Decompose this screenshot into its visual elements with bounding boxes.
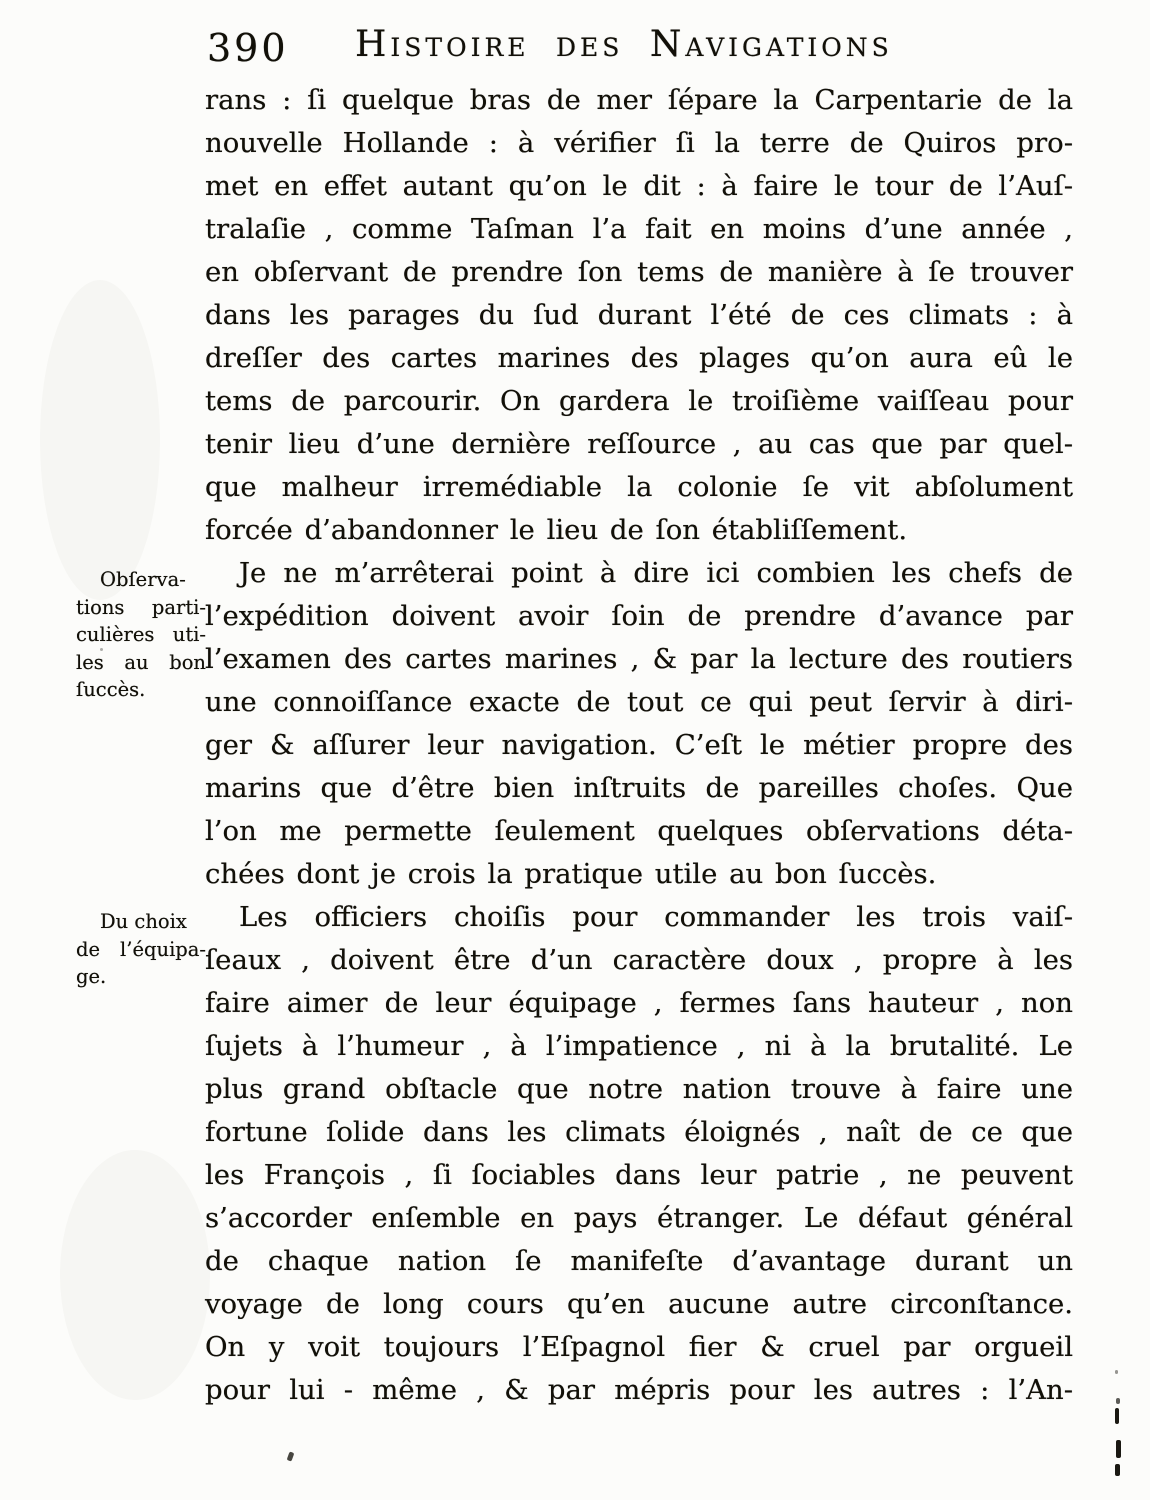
margin-note-observations	[76, 566, 206, 704]
scan-artifact	[100, 648, 103, 651]
margin-note-line: ge.	[76, 965, 107, 988]
body-line: dans les parages du ſud durant l’été de ces climats : à	[205, 299, 1073, 331]
scan-artifact	[1115, 1370, 1118, 1374]
scan-artifact	[1116, 1440, 1121, 1458]
body-line: On y voit toujours l’Eſpagnol fier & cruel par orgueil	[205, 1331, 1073, 1363]
body-line: voyage de long cours qu’en aucune autre circonſtance.	[205, 1288, 1073, 1320]
body-line: en obſervant de prendre ſon tems de manière à ſe trouver	[205, 256, 1073, 288]
margin-note-line: les au bon	[76, 650, 206, 674]
body-line: fortune ſolide dans les climats éloignés , naît de ce que	[205, 1116, 1073, 1148]
margin-note-line: Obſerva-	[100, 568, 186, 591]
body-line: faire aimer de leur équipage , fermes ſans hauteur , non	[205, 987, 1073, 1019]
body-line: ſeaux , doivent être d’un caractère doux , propre à les	[205, 944, 1073, 976]
body-line: Les officiers choiſis pour commander les trois vaiſ-	[239, 901, 1073, 933]
margin-note-line: tions parti-	[76, 595, 206, 619]
body-line: rans : ſi quelque bras de mer ſépare la Carpentarie de la	[205, 84, 1073, 116]
running-title: Histoire des Navigations	[355, 24, 893, 65]
paper-blotch	[60, 1150, 210, 1400]
body-line: pour lui - même , & par mépris pour les autres : l’An-	[205, 1374, 1073, 1406]
margin-note-line: Du choix	[100, 910, 187, 933]
body-line: les François , ſi ſociables dans leur patrie , ne peuvent	[205, 1159, 1073, 1191]
body-line: ſujets à l’humeur , à l’impatience , ni à la brutalité. Le	[205, 1030, 1073, 1062]
body-line: met en effet autant qu’on le dit : à faire le tour de l’Auſ-	[205, 170, 1073, 202]
scan-artifact	[1063, 578, 1067, 582]
body-line: tems de parcourir. On gardera le troiſième vaiſſeau pour	[205, 385, 1073, 417]
margin-note-line: de l’équipa-	[76, 937, 206, 961]
scan-artifact	[1115, 1408, 1119, 1424]
body-line: s’accorder enſemble en pays étranger. Le défaut général	[205, 1202, 1073, 1234]
body-line: une connoiſſance exacte de tout ce qui peut ſervir à diri-	[205, 686, 1073, 718]
body-line: tralaſie , comme Taſman l’a fait en moins d’une année ,	[205, 213, 1073, 245]
body-text-block	[205, 79, 1073, 1412]
body-line: que malheur irremédiable la colonie ſe vit abſolument	[205, 471, 1073, 503]
body-line: de chaque nation ſe manifeſte d’avantage durant un	[205, 1245, 1073, 1277]
scan-artifact	[1116, 1398, 1120, 1404]
body-line: nouvelle Hollande : à vérifier ſi la terre de Quiros pro-	[205, 127, 1073, 159]
body-line: dreſſer des cartes marines des plages qu’on aura eû le	[205, 342, 1073, 374]
margin-note-line: culières uti-	[76, 623, 206, 646]
body-line: l’expédition doivent avoir ſoin de prendre d’avance par	[205, 600, 1073, 632]
body-line: forcée d’abandonner le lieu de ſon établiſſement.	[205, 514, 908, 546]
body-line: Je ne m’arrêterai point à dire ici combien les chefs de	[239, 557, 1073, 589]
body-line: ger & aſſurer leur navigation. C’eſt le métier propre des	[205, 729, 1073, 761]
body-line: tenir lieu d’une dernière reſſource , au cas que par quel-	[205, 428, 1073, 460]
body-line: l’on me permette ſeulement quelques obſervations déta-	[205, 815, 1073, 847]
body-line: l’examen des cartes marines , & par la lecture des routiers	[205, 643, 1073, 675]
body-line: chées dont je crois la pratique utile au bon ſuccès.	[205, 858, 937, 890]
body-line: plus grand obſtacle que notre nation trouve à faire une	[205, 1073, 1073, 1105]
page-number: 390	[207, 26, 289, 70]
margin-note-choix-equipage	[76, 908, 206, 991]
margin-note-line: ſuccès.	[76, 678, 146, 701]
body-line: marins que d’être bien inſtruits de pareilles choſes. Que	[205, 772, 1073, 804]
paper-blotch	[40, 280, 160, 600]
scan-artifact	[287, 1451, 295, 1461]
scan-artifact	[1115, 1464, 1120, 1476]
